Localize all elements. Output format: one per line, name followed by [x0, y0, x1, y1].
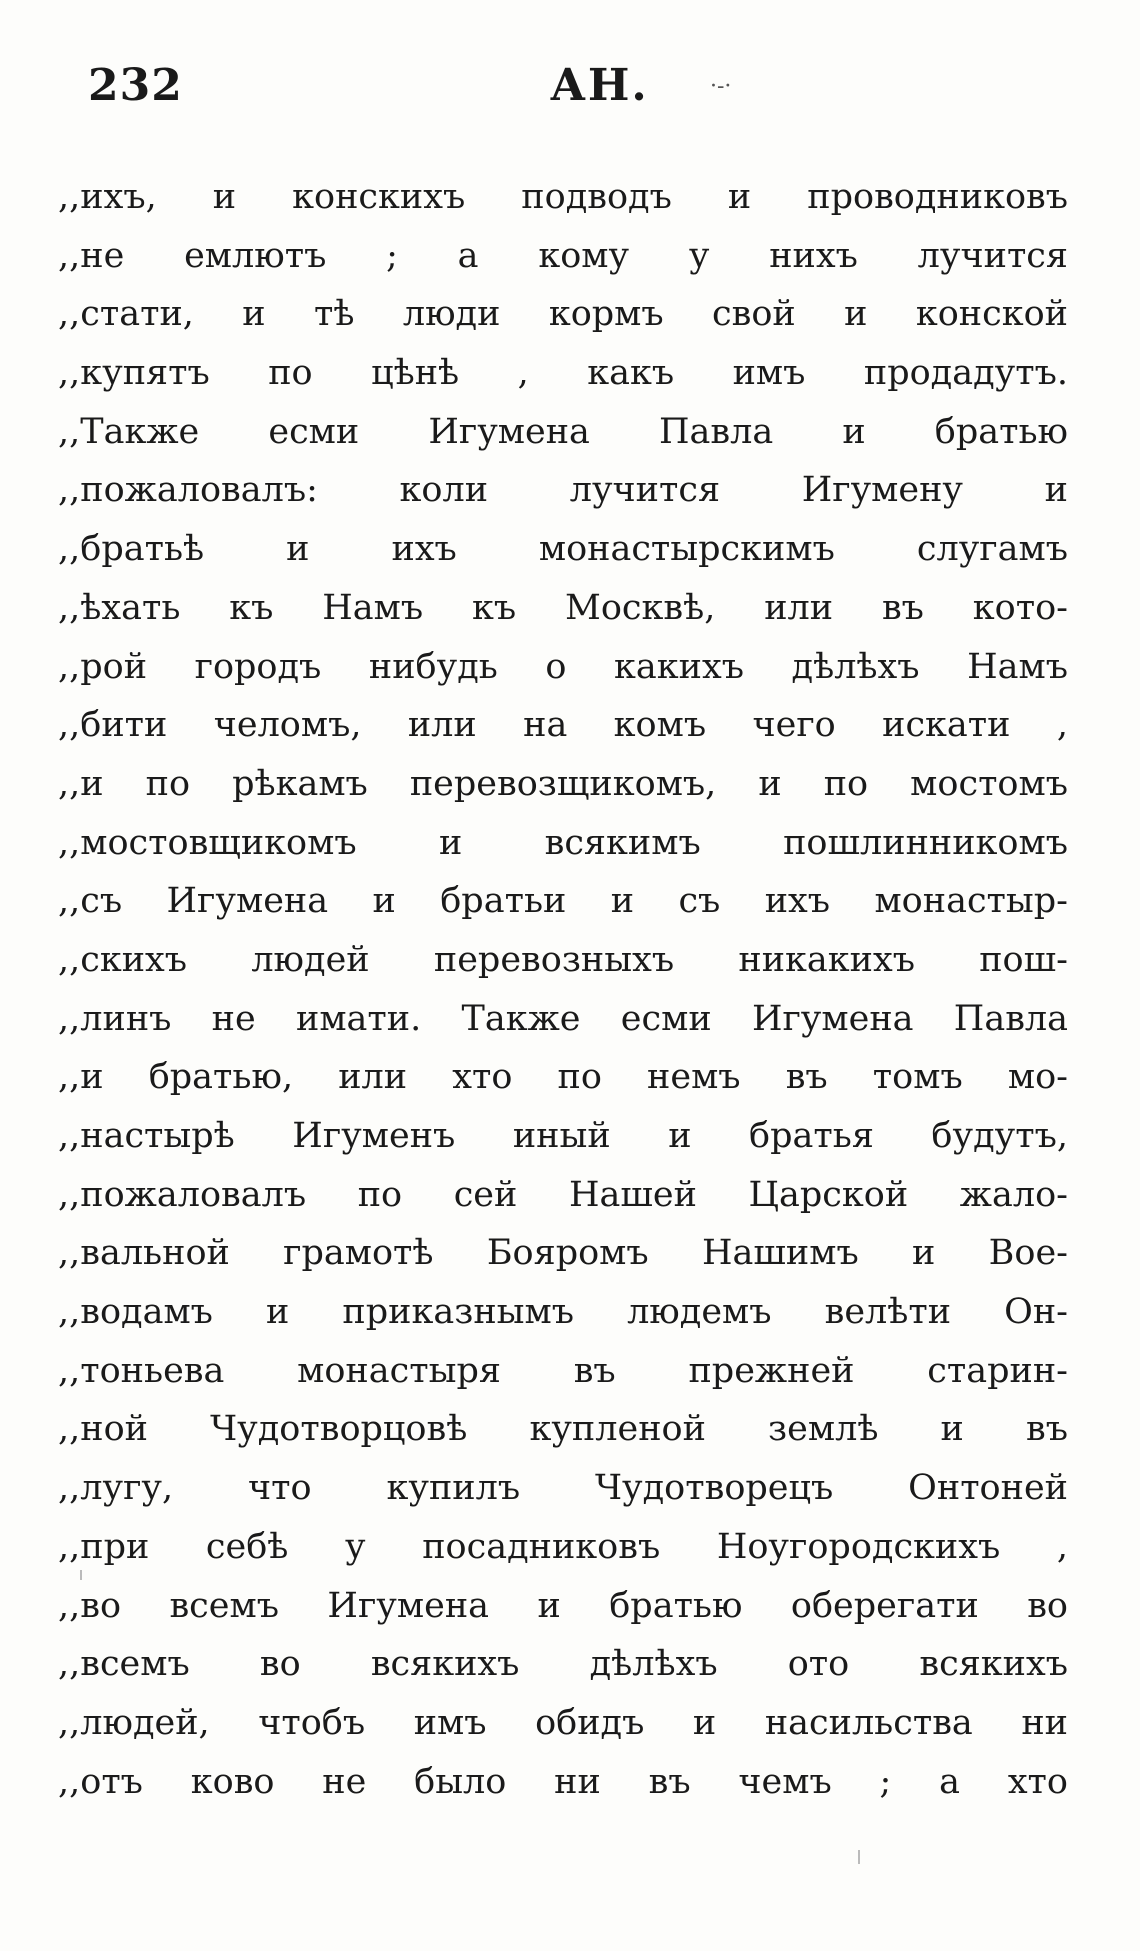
- margin-mark: ·-·: [710, 74, 732, 99]
- text-line: ,,вальной грамотѣ Бояромъ Нашимъ и Вое-: [58, 1233, 1068, 1274]
- text-line: ,,и по рѣкамъ перевозщикомъ, и по мостомъ: [58, 763, 1068, 804]
- text-line: ,,лугу, что купилъ Чудотворецъ Онтоней: [58, 1468, 1068, 1509]
- text-line: ,,отъ ково не было ни въ чемъ ; а хто: [58, 1761, 1068, 1802]
- page-number: 232: [88, 60, 183, 111]
- text-line: ,,всемъ во всякихъ дѣлѣхъ ото всякихъ: [58, 1644, 1068, 1685]
- text-line: ,,при себѣ у посадниковъ Ноугородскихъ ,: [58, 1526, 1068, 1567]
- text-line: ,,тоньева монастыря въ прежней старин-: [58, 1350, 1068, 1391]
- text-line: ,,ѣхать къ Намъ къ Москвѣ, или въ кото-: [58, 587, 1068, 628]
- text-line: ,,купятъ по цѣнѣ , какъ имъ продадутъ.: [58, 353, 1068, 394]
- text-line: ,,скихъ людей перевозныхъ никакихъ пош-: [58, 939, 1068, 980]
- running-head: АН.: [550, 60, 649, 111]
- page-header: [70, 60, 1070, 130]
- body-text: [58, 168, 1068, 1811]
- text-line: ,,пожаловалъ: коли лучится Игумену и: [58, 470, 1068, 511]
- text-line: ,,во всемъ Игумена и братью оберегати во: [58, 1585, 1068, 1626]
- text-line: ,,настырѣ Игуменъ иный и братья будутъ,: [58, 1116, 1068, 1156]
- text-line: ,,ной Чудотворцовѣ купленой землѣ и въ: [58, 1409, 1068, 1450]
- text-line: ,,мостовщикомъ и всякимъ пошлинникомъ: [58, 822, 1068, 863]
- text-line: ,,пожаловалъ по сей Нашей Царской жало-: [58, 1174, 1068, 1215]
- text-line: ,,братьѣ и ихъ монастырскимъ слугамъ: [58, 529, 1068, 570]
- text-line: ,,Также есми Игумена Павла и братью: [58, 411, 1068, 452]
- text-line: ,,стати, и тѣ люди кормъ свой и конской: [58, 294, 1068, 335]
- text-line: ,,съ Игумена и братьи и съ ихъ монастыр-: [58, 881, 1068, 922]
- text-line: ,,водамъ и приказнымъ людемъ велѣти Он-: [58, 1292, 1068, 1333]
- text-line: ,,бити челомъ, или на комъ чего искати ,: [58, 705, 1068, 746]
- paper-speck: [858, 1850, 860, 1864]
- text-line: ,,и братью, или хто по немъ въ томъ мо-: [58, 1057, 1068, 1098]
- text-line: ,,людей, чтобъ имъ обидъ и насильства ни: [58, 1702, 1068, 1743]
- text-line: ,,линъ не имати. Также есми Игумена Павла: [58, 998, 1068, 1039]
- text-line: ,,не емлютъ ; а кому у нихъ лучится: [58, 235, 1068, 276]
- text-line: ,,ихъ, и конскихъ подводъ и проводниковъ: [58, 177, 1068, 217]
- text-line: ,,рой городъ нибудь о какихъ дѣлѣхъ Намъ: [58, 646, 1068, 687]
- paper-speck: [80, 1570, 82, 1580]
